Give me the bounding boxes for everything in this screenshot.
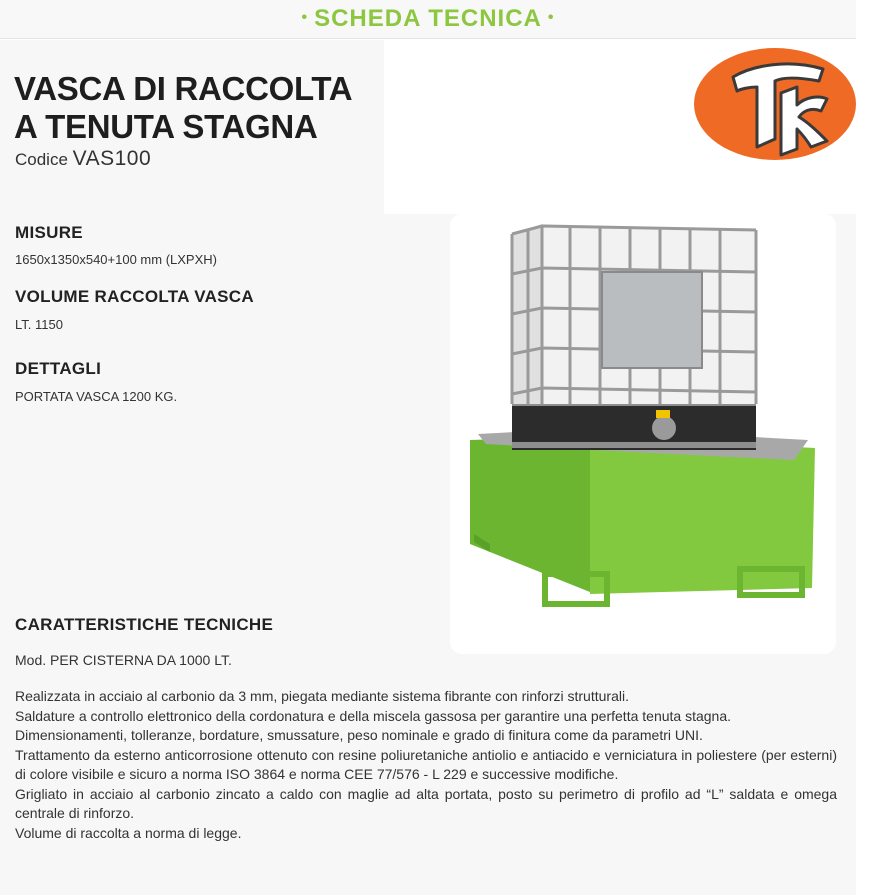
brand-logo-icon: [693, 47, 857, 161]
description-paragraph: Dimensionamenti, tolleranze, bordature, smussature, peso nominale e grado di finitura come da parametri UNI.: [15, 727, 703, 743]
description-paragraph: Grigliato in acciaio al carbonio zincato a caldo con maglie ad alta portata, posto su perimetro di profilo ad “L” saldata e omega centrale di rinforzo.: [15, 785, 837, 821]
tank-tray-illustration: [450, 214, 836, 654]
volume-value: LT. 1150: [15, 317, 63, 332]
description-paragraph: Realizzata in acciaio al carbonio da 3 mm, piegata mediante sistema fibrante con rinforzi strutturali.: [15, 688, 629, 704]
product-code: [15, 147, 151, 171]
misure-label: MISURE: [15, 223, 83, 242]
product-code-value: VAS100: [72, 147, 152, 170]
model-text: Mod. PER CISTERNA DA 1000 LT.: [15, 652, 232, 668]
description-paragraph: Volume di raccolta a norma di legge.: [15, 824, 242, 841]
product-code-label: Codice: [15, 150, 68, 169]
description-paragraph: Saldature a controllo elettronico della cordonatura e della miscela gassosa per garantire una perfetta tenuta stagna.: [15, 707, 732, 724]
volume-label: VOLUME RACCOLTA VASCA: [15, 287, 254, 306]
header-bar: [0, 0, 856, 39]
description-paragraph: Trattamento da esterno anticorrosione ottenuto con resine poliuretaniche antiolio e antiacido e verniciatura in poliestere (per esterni) di colore visibile e sicuro a norma ISO 3864 e norma CEE 77/576 - L 229 e successive modifiche.: [15, 746, 837, 782]
header-title: [295, 5, 560, 33]
misure-value: 1650x1350x540+100 mm (LXPXH): [15, 252, 217, 267]
header-title-text: SCHEDA TECNICA: [314, 5, 542, 32]
product-title-line1: VASCA DI RACCOLTA: [14, 70, 353, 107]
product-title: [14, 70, 352, 146]
description: [15, 687, 837, 843]
dettagli-label: DETTAGLI: [15, 359, 102, 378]
dettagli-value: PORTATA VASCA 1200 KG.: [15, 389, 178, 404]
header-dot-left: •: [301, 9, 309, 26]
header-dot-right: •: [547, 9, 555, 26]
product-title-line2: A TENUTA STAGNA: [14, 108, 318, 145]
caratteristiche-label: CARATTERISTICHE TECNICHE: [15, 615, 274, 634]
